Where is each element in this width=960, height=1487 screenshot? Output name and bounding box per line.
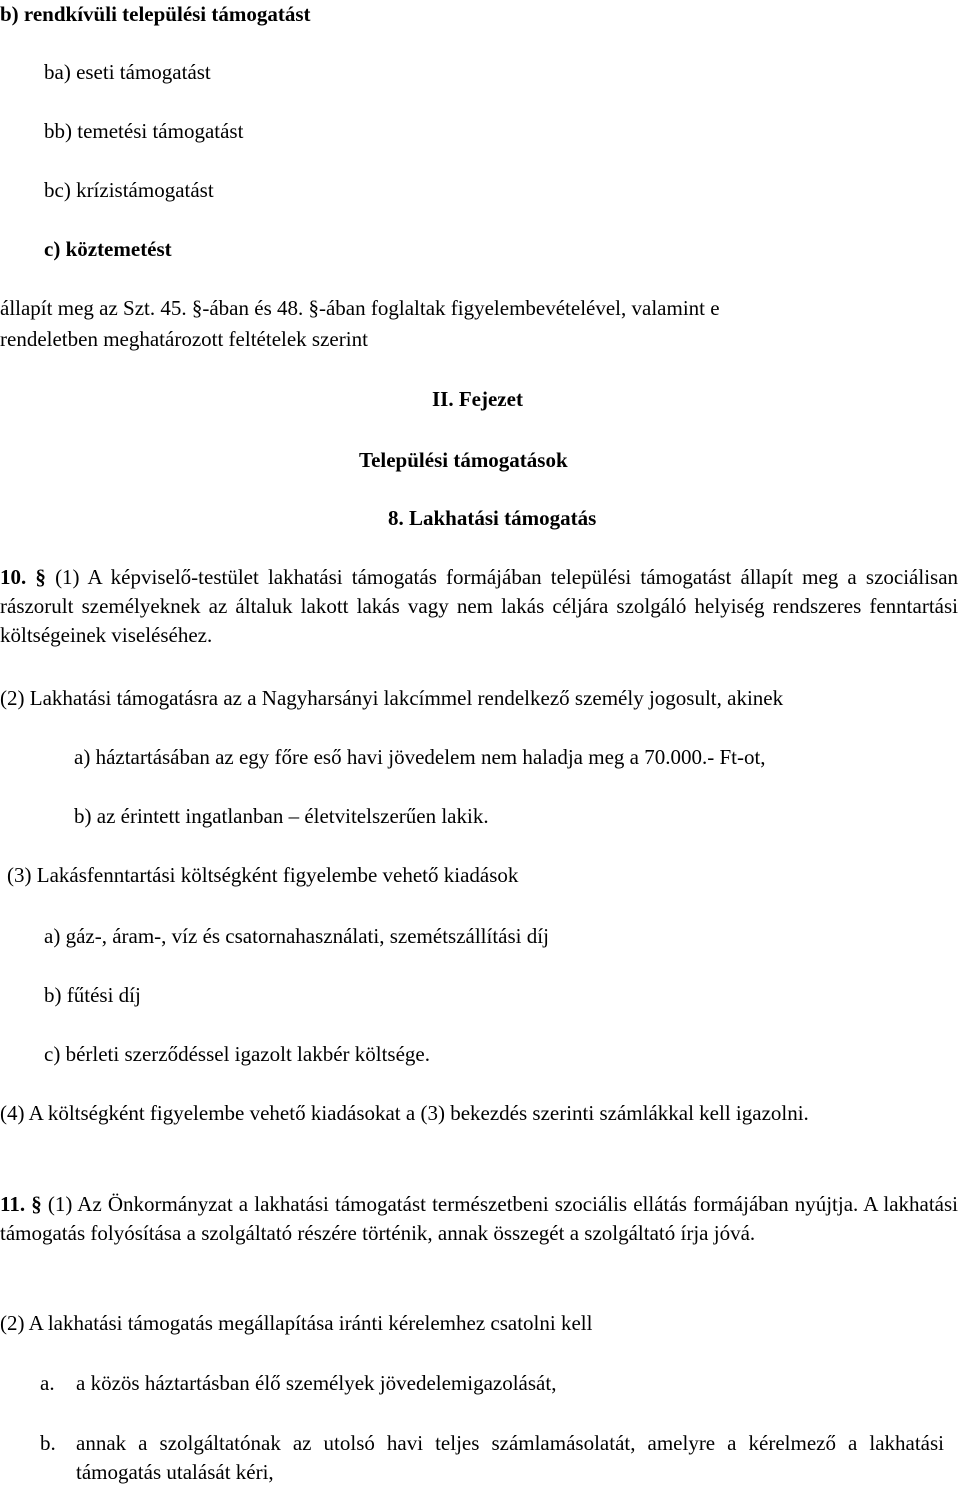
paragraph-10-number: 10. § [0, 565, 46, 589]
section-3-item-c: c) bérleti szerződéssel igazolt lakbér költsége. [44, 1042, 430, 1066]
closing-line-2: rendeletben meghatározott feltételek szerint [0, 327, 368, 351]
paragraph-10-section-3: (3) Lakásfenntartási költségként figyelembe vehető kiadások [7, 863, 519, 887]
section-3-item-a: a) gáz-, áram-, víz és csatornahasználati, szemétszállítási díj [44, 924, 549, 948]
paragraph-10-section-1 [0, 563, 958, 650]
list-item-a-text: a közös háztartásban élő személyek jövedelemigazolását, [76, 1371, 557, 1395]
section-b-item-ba: ba) eseti támogatást [44, 60, 211, 84]
paragraph-10-section-2: (2) Lakhatási támogatásra az a Nagyharsányi lakcímmel rendelkező személy jogosult, akinek [0, 686, 784, 710]
paragraph-11-section-1 [0, 1190, 958, 1248]
chapter-number: II. Fejezet [432, 387, 523, 411]
section-b-heading: b) rendkívüli települési támogatást [0, 2, 311, 26]
paragraph-11-section-2: (2) A lakhatási támogatás megállapítása iránti kérelemhez csatolni kell [0, 1311, 593, 1335]
chapter-title: Települési támogatások [359, 448, 568, 472]
section-2-item-a: a) háztartásában az egy főre eső havi jövedelem nem haladja meg a 70.000.- Ft-ot, [74, 745, 766, 769]
section-b-item-bb: bb) temetési támogatást [44, 119, 244, 143]
list-item-a-label: a. [40, 1371, 55, 1395]
paragraph-10-section-4: (4) A költségként figyelembe vehető kiadásokat a (3) bekezdés szerinti számlákkal kell igazolni. [0, 1101, 809, 1125]
section-2-item-b: b) az érintett ingatlanban – életvitelszerűen lakik. [74, 804, 489, 828]
paragraph-10-text: (1) A képviselő-testület lakhatási támogatás formájában települési támogatást állapít meg a szociálisan rászorult személyeknek az általuk lakott lakás vagy nem lakás céljára szolgáló helyiség rendszeres fenntartási költségeinek viseléséhez. [0, 565, 959, 647]
section-b-item-bc: bc) krízistámogatást [44, 178, 214, 202]
list-item-b-text: annak a szolgáltatónak az utolsó havi teljes számlamásolatát, amelyre a kérelmező a lakhatási támogatás utalását kéri, [76, 1431, 944, 1484]
section-c-heading: c) köztemetést [44, 237, 172, 261]
paragraph-11-text: (1) Az Önkormányzat a lakhatási támogatást természetbeni szociális ellátás formájában nyújtja. A lakhatási támogatás folyósítása a szolgáltató részére történik, annak összegét a szolgáltató írja jóvá. [0, 1192, 959, 1245]
chapter-subtitle: 8. Lakhatási támogatás [388, 506, 597, 530]
section-3-item-b: b) fűtési díj [44, 983, 141, 1007]
closing-line-1: állapít meg az Szt. 45. §-ában és 48. §-ában foglaltak figyelembevételével, valamint e [0, 296, 720, 320]
list-item-b-label: b. [40, 1431, 56, 1455]
paragraph-11-number: 11. § [0, 1192, 42, 1216]
